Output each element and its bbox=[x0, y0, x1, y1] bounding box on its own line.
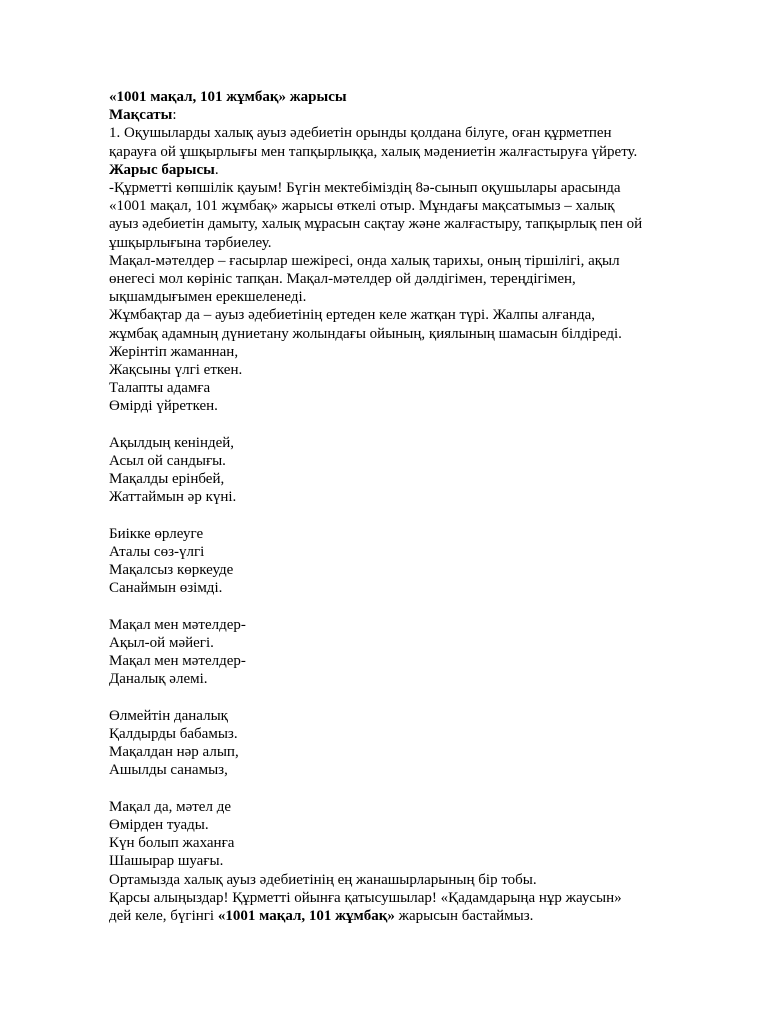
stanza-gap bbox=[109, 689, 729, 707]
stanza-gap bbox=[109, 780, 729, 798]
poem-stanza bbox=[109, 434, 729, 507]
goal-line: қарауға ой ұшқырлығы мен тапқырлыққа, халық мәдениетін жалғастыруға үйрету. bbox=[109, 143, 638, 160]
poem-stanza bbox=[109, 525, 729, 598]
goal-line: 1. Оқушыларды халық ауыз әдебиетін орынды қолдана білуге, оған құрметпен bbox=[109, 125, 612, 142]
poem-line: Мақалды ерінбей, bbox=[109, 471, 225, 488]
poem-line: Күн болып жаханға bbox=[109, 835, 235, 852]
poem-stanza bbox=[109, 707, 729, 780]
poem-line: Биікке өрлеуге bbox=[109, 525, 204, 542]
poem-line: Мақал да, мәтел де bbox=[109, 798, 231, 815]
final-line bbox=[109, 907, 729, 925]
poem-line: Даналық әлемі. bbox=[109, 671, 208, 688]
poem-line: Асыл ой сандығы. bbox=[109, 453, 226, 470]
poem-line: Ашылды санамыз, bbox=[109, 762, 228, 779]
poem-line: Жақсыны үлгі еткен. bbox=[109, 362, 243, 379]
poem-line: Талапты адамға bbox=[109, 380, 211, 397]
poem-line: Шашырар шуағы. bbox=[109, 853, 224, 870]
poem-line: Мақал мен мәтелдер- bbox=[109, 653, 246, 670]
poem-line: Өмірді үйреткен. bbox=[109, 398, 218, 415]
goal-colon: : bbox=[172, 107, 177, 124]
poem-line: Ақыл-ой мәйегі. bbox=[109, 635, 214, 652]
poem-line: Өлмейтін даналық bbox=[109, 707, 228, 724]
poem-stanza bbox=[109, 343, 729, 416]
poem-line: Мақал мен мәтелдер- bbox=[109, 616, 246, 633]
intro-line: ауыз әдебиетін дамыту, халық мұрасын сақтау және жалғастыру, тапқырлық пен ой bbox=[109, 216, 643, 233]
poem-line: Ақылдың кеніндей, bbox=[109, 434, 235, 451]
poem-line: Санаймын өзімді. bbox=[109, 580, 223, 597]
final-title-bold: «1001 мақал, 101 жұмбақ» bbox=[217, 908, 395, 925]
poem-line: Өмірден туады. bbox=[109, 817, 209, 834]
goal-heading: Мақсаты bbox=[109, 107, 173, 124]
goal-heading-line bbox=[109, 106, 729, 124]
closing-line: Ортамызда халық ауыз әдебиетінің ең жанашырларының бір тобы. bbox=[109, 871, 537, 888]
document-title: «1001 мақал, 101 жұмбақ» жарысы bbox=[109, 89, 347, 105]
progress-dot: . bbox=[214, 161, 219, 178]
intro-line: «1001 мақал, 101 жұмбақ» жарысы өткелі отыр. Мұндағы мақсатымыз – халық bbox=[109, 198, 615, 215]
intro-line: Жұмбақтар да – ауыз әдебиетінің ертеден келе жатқан түрі. Жалпы алғанда, bbox=[109, 307, 596, 324]
poem-line: Қалдырды бабамыз. bbox=[109, 726, 238, 743]
intro-line: ықшамдығымен ерекшеленеді. bbox=[109, 289, 307, 306]
document-page bbox=[109, 88, 729, 925]
intro-line: өнегесі мол көрініс тапқан. Мақал-мәтелдер ой дәлдігімен, тереңдігімен, bbox=[109, 271, 576, 288]
intro-line: жұмбақ адамның дүниетану жолындағы ойының, қиялының шамасын білдіреді. bbox=[109, 325, 622, 342]
poem-stanza bbox=[109, 798, 729, 871]
intro-line: -Құрметті көпшілік қауым! Бүгін мектебіміздің 8ә-сынып оқушылары арасында bbox=[109, 180, 621, 197]
stanza-gap bbox=[109, 416, 729, 434]
intro-line: ұшқырлығына тәрбиелеу. bbox=[109, 234, 272, 251]
poem-line: Жерінтіп жаманнан, bbox=[109, 343, 239, 360]
stanza-gap bbox=[109, 598, 729, 616]
closing-line: Қарсы алыңыздар! Құрметті ойынға қатысушылар! «Қадамдарыңа нұр жаусын» bbox=[109, 889, 622, 906]
intro-line: Мақал-мәтелдер – ғасырлар шежіресі, онда халық тарихы, оның тіршілігі, ақыл bbox=[109, 252, 620, 269]
poem-line: Жаттаймын әр күні. bbox=[109, 489, 237, 506]
poem-line: Мақалдан нәр алып, bbox=[109, 744, 239, 761]
poem-stanza bbox=[109, 616, 729, 689]
final-suffix: жарысын бастаймыз. bbox=[394, 908, 534, 925]
poem-line: Аталы сөз-үлгі bbox=[109, 544, 205, 561]
progress-heading: Жарыс барысы bbox=[109, 161, 215, 178]
final-prefix: дей келе, бүгінгі bbox=[109, 908, 218, 925]
stanza-gap bbox=[109, 507, 729, 525]
progress-heading-line bbox=[109, 161, 729, 179]
poem-line: Мақалсыз көркеуде bbox=[109, 562, 234, 579]
